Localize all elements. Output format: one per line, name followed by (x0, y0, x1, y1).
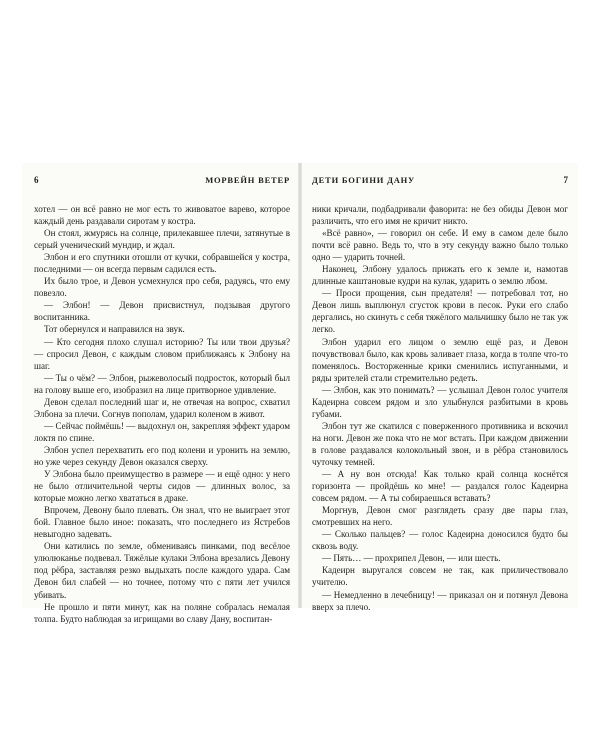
paragraph: Впрочем, Девону было плевать. Он знал, что не выиграет этот бой. Главное было иное: показать, что последнего из Ястребов невыгодно задевать. (34, 505, 290, 540)
paragraph: — Проси прощения, сын предателя! — потребовал тот, но Девон лишь выплюнул сгусток крови в песок. Руки его слабо дергались, но скинуть с себя тяжёлого мальчишку было не так уж легко. (312, 288, 568, 335)
right-page-header (312, 174, 568, 187)
right-page (312, 174, 568, 613)
paragraph: — Сейчас поймёшь! — выдохнул он, закрепляя эффект ударом локтя по спине. (34, 420, 290, 443)
paragraph: Элбон тут же скатился с поверженного противника и вскочил на ноги. Девон же пока что не мог встать. При каждом движении в голове раздавался колокольный звон, и в рёбра становилось чуточку темней. (312, 420, 568, 467)
paragraph: — Ты о чём? — Элбон, рыжеволосый подросток, который был на голову выше его, изобразил на лице притворное удивление. (34, 372, 290, 395)
paragraph: ники кричали, подбадривали фаворита: не без обиды Девон мог различить, что его имя не кричит никто. (312, 204, 568, 227)
left-page-header (34, 174, 290, 187)
paragraph: Элбон ударил его лицом о землю ещё раз, и Девон почувствовал было, как кровь заливает глаза, когда в толпе что-то поменялось. Восторженные крики сменились испуганными, и ряды зрителей стали стремительно редеть. (312, 336, 568, 383)
paragraph: — Пять… — прохрипел Девон, — или шесть. (322, 553, 501, 564)
left-running-title: МОРВЕЙН ВЕТЕР (205, 175, 290, 186)
paragraph: — Элбон! — Девон присвистнул, подзывая другого воспитанника. (34, 300, 290, 323)
paragraph: — Сколько пальцев? — голос Кадеирна доносился будто бы сквозь воду. (312, 529, 568, 552)
paragraph: — Кто сегодня плохо слушал историю? Ты или твои друзья? — спросил Девон, с каждым словом приближаясь к Элбону на шаг. (34, 336, 290, 371)
left-page-body (34, 203, 290, 625)
right-running-title: ДЕТИ БОГИНИ ДАНУ (312, 175, 416, 186)
left-page (34, 174, 290, 625)
paragraph: У Элбона было преимущество в размере — и ещё одно: у него не было отличительной черты сидов — длинных волос, за которые можно легко хвататься в драке. (34, 469, 290, 504)
paragraph: — Немедленно в лечебницу! — приказал он и потянул Девона вверх за плечо. (312, 589, 568, 612)
paragraph: «Всё равно», — говорил он себе. И ему в самом деле было почти всё равно. Ведь то, что в эту секунду важно было только одно — ударить точней. (312, 228, 568, 263)
paragraph: Тот обернулся и направился на звук. (44, 324, 185, 335)
paragraph: Элбон и его спутники отошли от кучки, собравшейся у костра, последними — он всегда первым садился есть. (34, 252, 290, 275)
right-page-body (312, 203, 568, 613)
right-page-number: 7 (563, 175, 568, 186)
paragraph: Моргнув, Девон смог разглядеть сразу две пары глаз, смотревших на него. (312, 505, 568, 528)
paragraph: хотел — он всё равно не мог есть то живоватое варево, которое каждый день раздавали сиротам у костра. (34, 204, 290, 227)
paragraph: Они катились по земле, обмениваясь пинками, под весёлое улюлюканье подвевал. Тяжёлые кулаки Элбона врезались Девону под рёбра, заставляя резко выдыхать после каждого удара. Сам Девон бил слабей — но точнее, потому что с пяти лет учился убивать. (34, 541, 290, 600)
paragraph: Наконец, Элбону удалось прижать его к земле и, намотав длинные каштановые кудри на кулак, ударить о землю лбом. (312, 264, 568, 287)
paragraph: Их было трое, и Девон усмехнулся про себя, радуясь, что ему повезло. (34, 276, 290, 299)
paragraph: Элбон успел перехватить его под колени и уронить на землю, но уже через секунду Девон оказался сверху. (34, 444, 290, 467)
book-gutter (298, 163, 302, 608)
paragraph: Он стоял, жмурясь на солнце, прилекавшее плечи, затянутые в серый ученический мундир, и ждал. (34, 228, 290, 251)
paragraph: Девон сделал последний шаг и, не отвечая на вопрос, схватил Элбона за плечи. Согнув пополам, ударил коленом в живот. (34, 396, 290, 419)
paragraph: — Элбон, как это понимать? — услышал Девон голос учителя Кадеирна совсем рядом и зло улыбнулся разбитыми в кровь губами. (312, 384, 568, 419)
paragraph: Кадеирн выругался совсем не так, как приличествовало учителю. (312, 565, 568, 588)
left-page-number: 6 (34, 175, 39, 186)
paragraph: Не прошло и пяти минут, как на поляне собралась немалая толпа. Будто наблюдая за игрищами во славу Дану, воспитан- (34, 601, 290, 624)
paragraph: — А ну вон отсюда! Как только край солнца коснётся горизонта — пройдёшь ко мне! — раздался голос Кадеирна совсем рядом. — А ты собираешься вставать? (312, 469, 568, 504)
